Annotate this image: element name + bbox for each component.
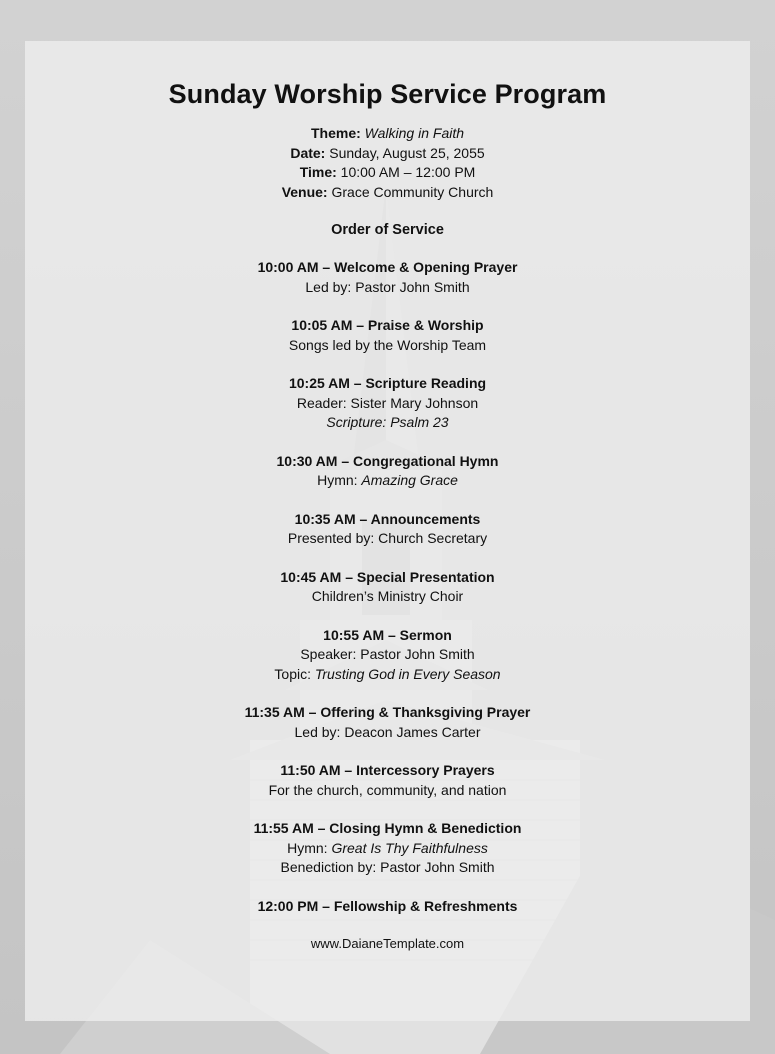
detail-label: Reader:: [296, 394, 351, 411]
detail-value: Scripture: Psalm 23: [326, 414, 449, 430]
theme-label: Theme:: [310, 125, 361, 141]
venue-label: Venue:: [281, 183, 328, 200]
detail-value: Trusting God in Every Season: [314, 665, 501, 682]
detail-value: Deacon James Carter: [344, 723, 481, 740]
service-item-title: 10:05 AM – Praise & Worship: [291, 317, 484, 333]
service-item: [25, 374, 750, 433]
service-item-detail: [25, 336, 750, 356]
date-line: [25, 144, 750, 164]
service-item-title: 11:50 AM – Intercessory Prayers: [280, 762, 495, 778]
detail-label: Benediction by:: [280, 859, 381, 875]
service-item-title: 11:55 AM – Closing Hymn & Benediction: [253, 820, 522, 836]
service-item-detail: [25, 529, 750, 549]
service-item-detail: [25, 665, 750, 685]
footer-website: www.DaianeTemplate.com: [310, 936, 465, 951]
service-item: [25, 510, 750, 549]
program-content: [25, 41, 750, 953]
detail-label: Led by:: [294, 723, 345, 740]
theme-line: [25, 124, 750, 144]
service-item-detail: [25, 781, 750, 801]
service-item: [25, 761, 750, 800]
page-title: Sunday Worship Service Program: [168, 79, 607, 109]
service-item-title: 10:00 AM – Welcome & Opening Prayer: [257, 259, 518, 275]
date-label: Date:: [290, 144, 326, 161]
service-item-title: 10:45 AM – Special Presentation: [280, 568, 495, 585]
service-item: [25, 819, 750, 878]
detail-value: Pastor John Smith: [380, 859, 495, 875]
detail-value: Pastor John Smith: [355, 278, 470, 295]
service-item-detail: [25, 413, 750, 433]
service-item-detail: [25, 278, 750, 298]
service-item-title: 10:30 AM – Congregational Hymn: [276, 452, 499, 469]
service-item-title: 10:25 AM – Scripture Reading: [288, 375, 487, 391]
time-line: [25, 163, 750, 183]
service-item-detail: [25, 645, 750, 665]
theme-value: Walking in Faith: [364, 125, 465, 141]
service-item-title: 12:00 PM – Fellowship & Refreshments: [257, 897, 518, 914]
service-item: [25, 897, 750, 917]
detail-label: Hymn:: [287, 839, 332, 856]
service-item-detail: [25, 471, 750, 491]
service-item: [25, 626, 750, 685]
service-item-title: 10:55 AM – Sermon: [323, 626, 452, 643]
detail-value: Amazing Grace: [361, 472, 458, 488]
order-of-service-heading: Order of Service: [331, 222, 444, 238]
service-item-detail: [25, 587, 750, 607]
service-item: [25, 258, 750, 297]
date-value: Sunday, August 25, 2055: [329, 144, 485, 161]
service-items-list: [25, 258, 750, 916]
service-item-detail: [25, 839, 750, 859]
service-item-title: 11:35 AM – Offering & Thanksgiving Prayer: [244, 704, 531, 720]
service-item-detail: [25, 858, 750, 878]
detail-value: Pastor John Smith: [360, 646, 475, 662]
detail-label: Speaker:: [300, 646, 361, 662]
time-value: 10:00 AM – 12:00 PM: [340, 164, 476, 180]
venue-value: Grace Community Church: [331, 183, 494, 200]
time-label: Time:: [299, 164, 337, 180]
service-item-detail: [25, 394, 750, 414]
service-item: [25, 568, 750, 607]
detail-value: Great Is Thy Faithfulness: [331, 839, 488, 856]
detail-value: For the church, community, and nation: [268, 781, 507, 798]
detail-value: Children’s Ministry Choir: [311, 588, 464, 604]
detail-label: Presented by:: [287, 530, 379, 546]
detail-label: Led by:: [305, 278, 356, 295]
detail-value: Church Secretary: [378, 530, 488, 546]
detail-value: Sister Mary Johnson: [350, 394, 479, 411]
service-item: [25, 316, 750, 355]
service-item-title: 10:35 AM – Announcements: [294, 510, 481, 527]
service-item: [25, 452, 750, 491]
service-item: [25, 703, 750, 742]
detail-label: Hymn:: [317, 472, 362, 488]
venue-line: [25, 183, 750, 203]
detail-label: Topic:: [274, 665, 315, 682]
service-item-detail: [25, 723, 750, 743]
detail-value: Songs led by the Worship Team: [288, 336, 487, 353]
